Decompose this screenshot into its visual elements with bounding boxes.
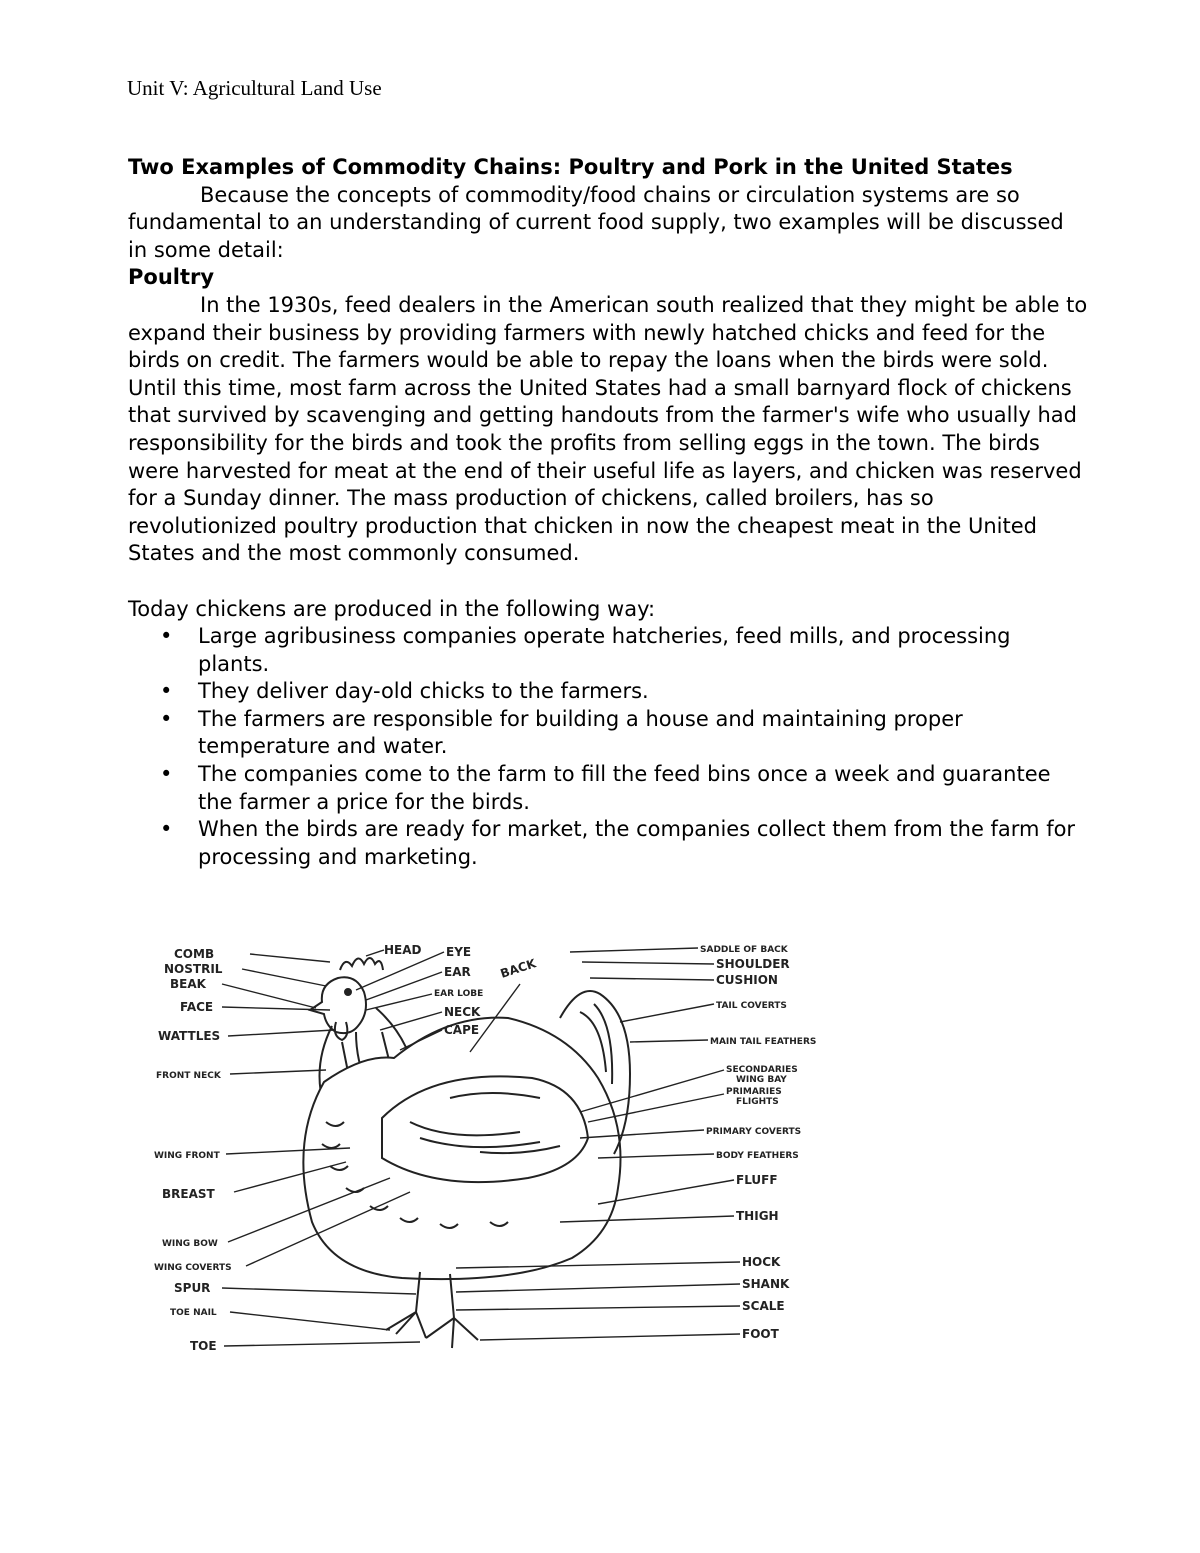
- list-item-text: They deliver day-old chicks to the farmers.: [198, 679, 649, 704]
- bullet-icon: •: [160, 624, 173, 649]
- label-cape: CAPE: [444, 1023, 480, 1037]
- label-wing-bow: WING BOW: [162, 1239, 218, 1249]
- label-foot: FOOT: [742, 1327, 779, 1341]
- label-tail-coverts: TAIL COVERTS: [716, 1001, 787, 1011]
- label-wing-coverts: WING COVERTS: [154, 1263, 232, 1273]
- label-fluff: FLUFF: [736, 1173, 778, 1187]
- label-primaries: PRIMARIES: [726, 1087, 782, 1097]
- bullet-icon: •: [160, 762, 173, 787]
- list-item: [128, 623, 1088, 678]
- bullet-icon: •: [160, 817, 173, 842]
- label-primary-coverts: PRIMARY COVERTS: [706, 1127, 802, 1137]
- label-shoulder: SHOULDER: [716, 957, 790, 971]
- list-item: [128, 706, 1088, 761]
- label-face: FACE: [180, 1000, 214, 1014]
- list-item-text: The farmers are responsible for building a house and maintaining proper temperature and water.: [198, 706, 963, 759]
- bullet-icon: •: [160, 706, 173, 731]
- label-flights: FLIGHTS: [736, 1097, 779, 1107]
- label-shank: SHANK: [742, 1277, 790, 1291]
- label-breast: BREAST: [162, 1187, 215, 1201]
- label-ear-lobe: EAR LOBE: [434, 989, 484, 999]
- label-hock: HOCK: [742, 1255, 781, 1269]
- document-body: [128, 154, 1088, 871]
- label-cushion: CUSHION: [716, 973, 778, 987]
- label-nostril: NOSTRIL: [164, 962, 223, 976]
- production-steps-list: [128, 623, 1088, 871]
- list-item: [128, 761, 1088, 816]
- label-saddle-of-back: SADDLE OF BACK: [700, 945, 788, 955]
- document-title: Two Examples of Commodity Chains: Poultry and Pork in the United States: [128, 155, 1013, 179]
- label-wing-bay: WING BAY: [736, 1075, 787, 1085]
- label-wing-front: WING FRONT: [154, 1151, 220, 1161]
- list-item-text: The companies come to the farm to fill the feed bins once a week and guarantee the farmer a price for the birds.: [198, 762, 1051, 814]
- label-thigh: THIGH: [736, 1209, 779, 1223]
- label-wattles: WATTLES: [158, 1029, 221, 1043]
- list-intro: Today chickens are produced in the following way:: [128, 596, 656, 621]
- list-item-text: Large agribusiness companies operate hatcheries, feed mills, and processing plants.: [198, 624, 1011, 676]
- label-front-neck: FRONT NECK: [156, 1071, 221, 1081]
- label-comb: COMB: [174, 947, 215, 961]
- label-toe-nail: TOE NAIL: [170, 1308, 217, 1318]
- label-head: HEAD: [384, 943, 422, 957]
- label-neck: NECK: [444, 1005, 481, 1019]
- label-scale: SCALE: [742, 1299, 785, 1313]
- chicken-anatomy-diagram: [150, 922, 830, 1362]
- list-item-text: When the birds are ready for market, the companies collect them from the farm for processing and marketing.: [198, 817, 1076, 869]
- poultry-paragraph: In the 1930s, feed dealers in the American south realized that they might be able to expand their business by providing farmers with newly hatched chicks and feed for the birds on credit. The farmers would be able to repay the loans when the birds were sold. Until this time, most farm across the United States had a small barnyard flock of chickens that survived by scavenging and getting handouts from the farmer's wife who usually had responsibility for the birds and took the profits from selling eggs in the town. The birds were harvested for meat at the end of their useful life as layers, and chicken was reserved for a Sunday dinner. The mass production of chickens, called broilers, has so revolutionized poultry production that chicken in now the cheapest meat in the United States and the most commonly consumed.: [128, 292, 1088, 566]
- list-item: [128, 678, 1088, 706]
- label-secondaries: SECONDARIES: [726, 1065, 798, 1075]
- label-spur: SPUR: [174, 1281, 211, 1295]
- label-beak: BEAK: [170, 977, 206, 991]
- label-eye: EYE: [446, 945, 472, 959]
- chicken-illustration: [150, 922, 830, 1362]
- label-body-feathers: BODY FEATHERS: [716, 1151, 799, 1161]
- page-header: Unit V: Agricultural Land Use: [127, 76, 382, 100]
- list-item: [128, 816, 1088, 871]
- bullet-icon: •: [160, 679, 173, 704]
- section-heading-poultry: Poultry: [128, 265, 215, 290]
- label-back: BACK: [498, 956, 538, 981]
- label-toe: TOE: [190, 1339, 217, 1353]
- label-ear: EAR: [444, 965, 471, 979]
- spacer: [128, 568, 1088, 596]
- label-main-tail-feathers: MAIN TAIL FEATHERS: [710, 1037, 817, 1047]
- intro-paragraph: Because the concepts of commodity/food chains or circulation systems are so fundamental to an understanding of current food supply, two examples will be discussed in some detail:: [128, 182, 1064, 262]
